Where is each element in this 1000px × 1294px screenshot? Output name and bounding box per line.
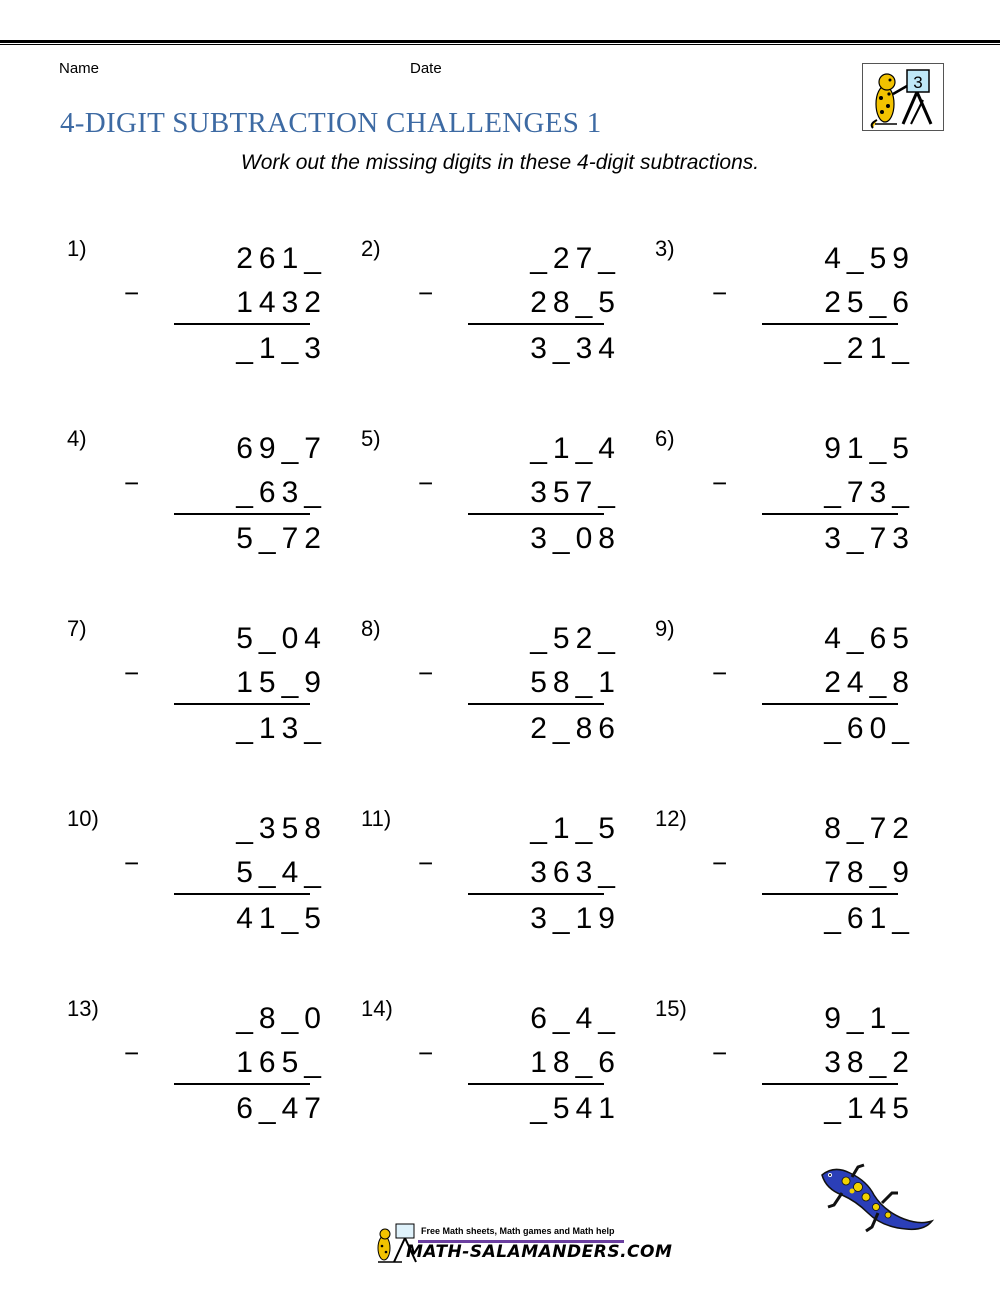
answer-line <box>174 893 310 895</box>
date-label: Date <box>410 60 442 77</box>
minus-sign: − <box>418 848 434 878</box>
difference: _1_3 <box>236 332 327 365</box>
problem-4 <box>67 426 327 566</box>
minuend: 4_59 <box>824 242 915 275</box>
minus-sign: − <box>418 468 434 498</box>
problem-number: 15) <box>655 996 687 1021</box>
subtrahend: _73_ <box>824 476 915 509</box>
minus-sign: − <box>418 658 434 688</box>
minuend: _1_4 <box>530 432 621 465</box>
problem-10 <box>67 806 327 946</box>
subtrahend: 165_ <box>236 1046 327 1079</box>
minus-sign: − <box>124 278 140 308</box>
difference: 2_86 <box>530 712 621 745</box>
problem-11 <box>361 806 621 946</box>
minuend: _1_5 <box>530 812 621 845</box>
minuend: 9_1_ <box>824 1002 915 1035</box>
footer-branding <box>372 1222 673 1266</box>
difference: 6_47 <box>236 1092 327 1125</box>
difference: _541 <box>530 1092 621 1125</box>
subtrahend: 78_9 <box>824 856 915 889</box>
problem-number: 8) <box>361 616 381 641</box>
problem-number: 13) <box>67 996 99 1021</box>
instructions: Work out the missing digits in these 4-digit subtractions. <box>240 151 760 174</box>
problem-6 <box>655 426 915 566</box>
difference: _61_ <box>824 902 915 935</box>
problem-1 <box>67 236 327 376</box>
answer-line <box>174 323 310 325</box>
minuend: 91_5 <box>824 432 915 465</box>
subtrahend: 363_ <box>530 856 621 889</box>
minus-sign: − <box>124 848 140 878</box>
minuend: _27_ <box>530 242 621 275</box>
name-label: Name <box>59 60 100 77</box>
problem-number: 6) <box>655 426 675 451</box>
problem-5 <box>361 426 621 566</box>
problem-number: 9) <box>655 616 675 641</box>
minuend: 6_4_ <box>530 1002 621 1035</box>
problem-2 <box>361 236 621 376</box>
difference: _60_ <box>824 712 915 745</box>
problem-8 <box>361 616 621 756</box>
difference: 3_34 <box>530 332 621 365</box>
answer-line <box>762 703 898 705</box>
subtrahend: 25_6 <box>824 286 915 319</box>
minuend: 5_04 <box>236 622 327 655</box>
subtrahend: 18_6 <box>530 1046 621 1079</box>
answer-line <box>468 703 604 705</box>
minus-sign: − <box>712 658 728 688</box>
footer-brand: MATH-SALAMANDERS.COM <box>406 1242 673 1262</box>
difference: 5_72 <box>236 522 327 555</box>
difference: 3_19 <box>530 902 621 935</box>
answer-line <box>174 1083 310 1085</box>
problem-9 <box>655 616 915 756</box>
minus-sign: − <box>124 658 140 688</box>
subtrahend: 58_1 <box>530 666 621 699</box>
minus-sign: − <box>712 1038 728 1068</box>
minuend: 69_7 <box>236 432 327 465</box>
difference: _145 <box>824 1092 915 1125</box>
problem-number: 12) <box>655 806 687 831</box>
difference: _21_ <box>824 332 915 365</box>
footer-tagline: Free Math sheets, Math games and Math help <box>421 1226 615 1236</box>
problem-number: 3) <box>655 236 675 261</box>
answer-line <box>762 1083 898 1085</box>
minus-sign: − <box>124 468 140 498</box>
subtrahend: 5_4_ <box>236 856 327 889</box>
problem-number: 11) <box>361 806 392 831</box>
minus-sign: − <box>124 1038 140 1068</box>
problem-13 <box>67 996 327 1136</box>
subtrahend: 1432 <box>236 286 327 319</box>
minuend: _52_ <box>530 622 621 655</box>
minus-sign: − <box>418 1038 434 1068</box>
problem-7 <box>67 616 327 756</box>
difference: _13_ <box>236 712 327 745</box>
problem-number: 7) <box>67 616 87 641</box>
answer-line <box>468 1083 604 1085</box>
minuend: _8_0 <box>236 1002 327 1035</box>
problem-number: 1) <box>67 236 87 261</box>
subtrahend: 24_8 <box>824 666 915 699</box>
problem-12 <box>655 806 915 946</box>
subtrahend: 38_2 <box>824 1046 915 1079</box>
minus-sign: − <box>712 468 728 498</box>
blue-salamander-icon <box>812 1163 937 1248</box>
subtrahend: _63_ <box>236 476 327 509</box>
subtrahend: 357_ <box>530 476 621 509</box>
minuend: 8_72 <box>824 812 915 845</box>
minus-sign: − <box>418 278 434 308</box>
minus-sign: − <box>712 278 728 308</box>
minuend: _358 <box>236 812 327 845</box>
minuend: 261_ <box>236 242 327 275</box>
minuend: 4_65 <box>824 622 915 655</box>
answer-line <box>174 513 310 515</box>
answer-line <box>468 323 604 325</box>
answer-line <box>762 323 898 325</box>
answer-line <box>174 703 310 705</box>
difference: 3_73 <box>824 522 915 555</box>
top-rule <box>0 40 1000 45</box>
answer-line <box>468 893 604 895</box>
problem-number: 10) <box>67 806 99 831</box>
problem-number: 4) <box>67 426 87 451</box>
problem-number: 14) <box>361 996 393 1021</box>
answer-line <box>762 513 898 515</box>
logo-grade-digit: 3 <box>913 73 923 92</box>
minus-sign: − <box>712 848 728 878</box>
answer-line <box>468 513 604 515</box>
difference: 41_5 <box>236 902 327 935</box>
problem-number: 5) <box>361 426 381 451</box>
subtrahend: 28_5 <box>530 286 621 319</box>
salamander-grade-logo-icon <box>862 63 944 131</box>
problem-number: 2) <box>361 236 381 261</box>
problem-14 <box>361 996 621 1136</box>
difference: 3_08 <box>530 522 621 555</box>
answer-line <box>762 893 898 895</box>
page-title: 4-DIGIT SUBTRACTION CHALLENGES 1 <box>60 107 602 139</box>
problem-15 <box>655 996 915 1136</box>
subtrahend: 15_9 <box>236 666 327 699</box>
problem-3 <box>655 236 915 376</box>
